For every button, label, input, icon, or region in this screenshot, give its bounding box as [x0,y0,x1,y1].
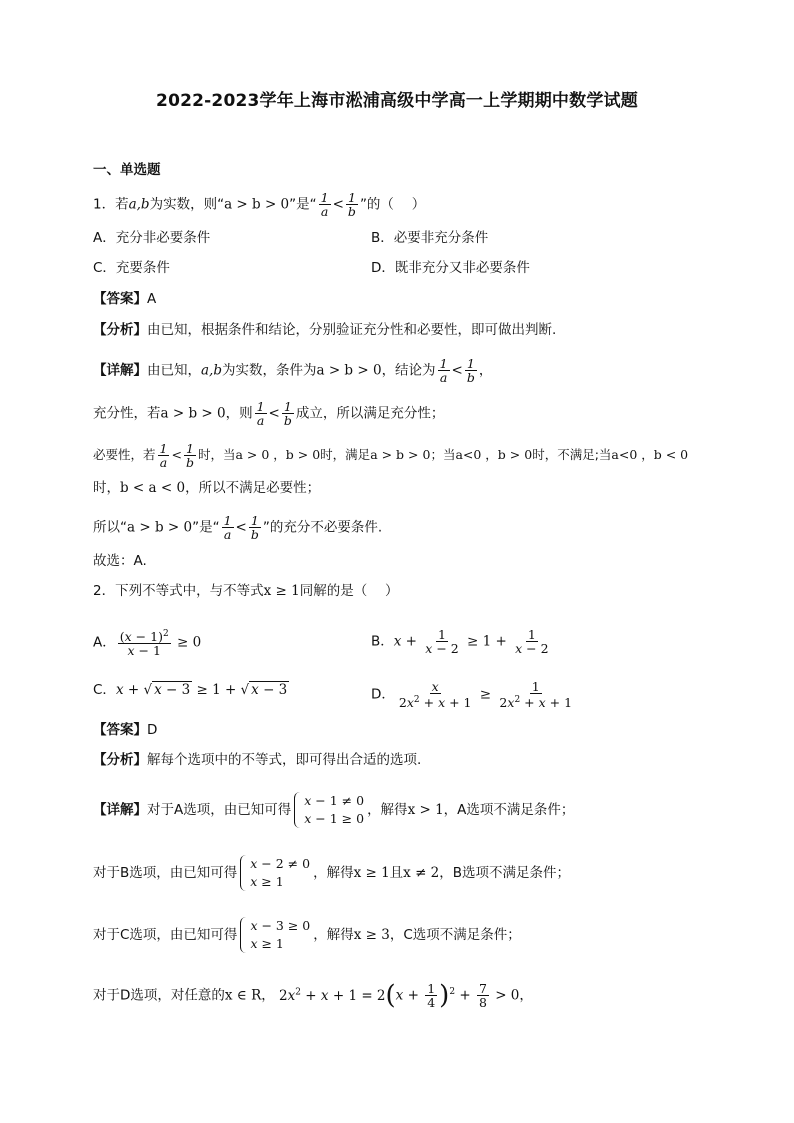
page-title: 2022-2023学年上海市淞浦高级中学高一上学期期中数学试题 [156,91,638,111]
q2-analysis: 【分析】解每个选项中的不等式，即可得出合适的选项. [93,752,422,768]
q2-detail-b: 对于B选项，由已知可得 x − 2 ≠ 0 x ≥ 1 ，解得x ≥ 1且x ≠ 2，B选项不满足条件； [93,856,571,889]
q2-option-a: A． $\frac{(x - 1)^2}{x - 1}$ ≥ 0 [93,629,202,659]
q1-option-b: B．必要非充分条件 [371,230,489,246]
q2-detail-d: 对于D选项，对任意的x ∈ R， $2x^2 + x + 1 = 2(x$ + $\frac{1}{4}$ )$^2$ + $\frac{7}{8}$ > 0， [93,980,533,1011]
q2-detail-a: 【详解】对于A选项，由已知可得 x − 1 ≠ 0 x − 1 ≥ 0 ，解得x > 1，A选项不满足条件； [93,793,575,826]
equation-system-c: x − 3 ≥ 0 x ≥ 1 [240,917,310,953]
q2-detail-c: 对于C选项，由已知可得 x − 3 ≥ 0 x ≥ 1 ，解得x ≥ 3，C选项不满足条件； [93,918,521,951]
q1-option-c: C．充要条件 [93,260,170,276]
fraction-1-over-b: $\frac{1}{b}$ [347,190,356,219]
equation-system-a: x − 1 ≠ 0 x − 1 ≥ 0 [294,792,364,828]
q1-necessity-cont: 时，b < a < 0，所以不满足必要性； [93,480,321,496]
q1-sufficiency: 充分性，若a > b > 0，则 $\frac{1}{a}$ < $\frac{1}{b}$ 成立，所以满足充分性； [93,399,445,428]
q2-option-b: B．x + $\frac{1}{x - 2}$ ≥ 1 + $\frac{1}{x - 2}$ [371,627,549,656]
section-heading: 一、单选题 [93,162,161,178]
q2-answer: 【答案】D [93,722,158,738]
q1-detail-line-1: 【详解】由已知，a,b为实数，条件为a > b > 0，结论为 $\frac{1}{a}$ < $\frac{1}{b}$ ， [93,356,493,385]
fraction-1-over-a: $\frac{1}{a}$ [320,190,329,219]
equation-system-b: x − 2 ≠ 0 x ≥ 1 [240,855,310,891]
q1-answer: 【答案】A [93,291,157,307]
q1-analysis: 【分析】由已知，根据条件和结论，分别验证充分性和必要性，即可做出判断. [93,322,557,338]
q1-choose: 故选：A. [93,553,147,569]
q2-option-d: D． $\frac{x}{2x^2 + x + 1}$ ≥ $\frac{1}{2x^2 + x + 1}$ [371,679,573,711]
q1-option-d: D．既非充分又非必要条件 [371,260,530,276]
question-1-stem: 1．若a,b为实数，则“a > b > 0”是“ $\frac{1}{a}$ < $\frac{1}{b}$ ”的（ ） [93,190,426,219]
q1-conclusion: 所以“a > b > 0”是“ $\frac{1}{a}$ < $\frac{1}{b}$ ”的充分不必要条件. [93,513,383,542]
q2-option-c: C．x + √ x − 3 ≥ 1 + √ x − 3 [93,682,288,698]
q1-option-a: A．充分非必要条件 [93,230,211,246]
question-2-stem: 2．下列不等式中，与不等式x ≥ 1同解的是（ ） [93,583,399,599]
q1-necessity: 必要性，若 $\frac{1}{a}$ < $\frac{1}{b}$ 时，当a > 0 ，b > 0时，满足a > b > 0；当a<0 ，b > 0时，不满足;当a<0 ，b < 0 [93,441,689,470]
